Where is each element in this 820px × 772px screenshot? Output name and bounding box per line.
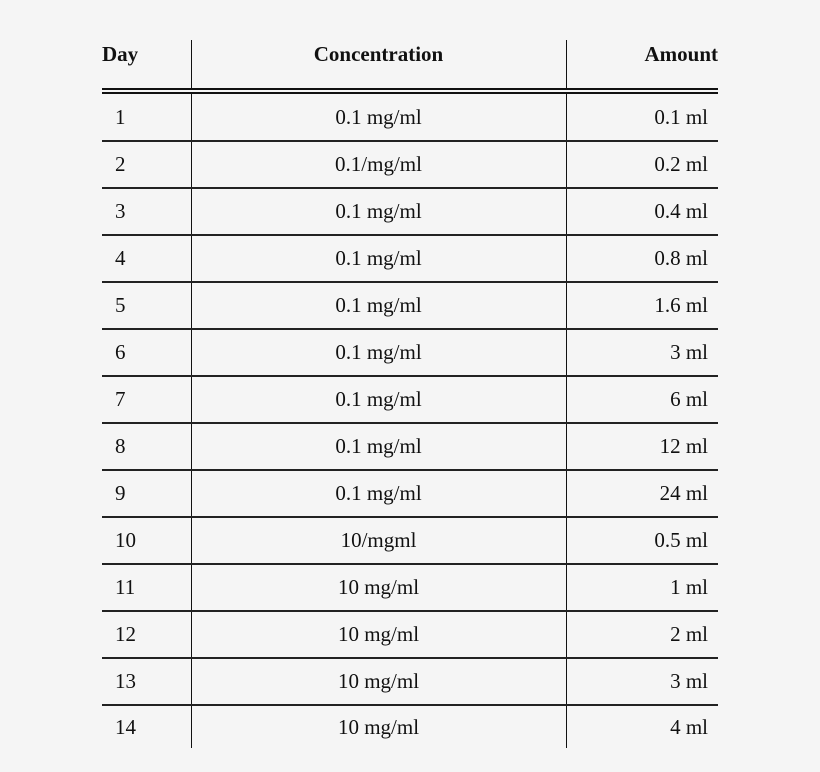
cell-concentration: 0.1 mg/ml <box>191 470 566 517</box>
header-concentration: Concentration <box>191 40 566 91</box>
cell-amount: 0.4 ml <box>566 188 718 235</box>
cell-amount: 3 ml <box>566 658 718 705</box>
cell-concentration: 0.1 mg/ml <box>191 376 566 423</box>
cell-concentration: 0.1 mg/ml <box>191 91 566 141</box>
cell-concentration: 0.1 mg/ml <box>191 188 566 235</box>
cell-day: 7 <box>102 376 191 423</box>
cell-concentration: 10 mg/ml <box>191 658 566 705</box>
table-row <box>102 141 718 188</box>
cell-concentration: 0.1 mg/ml <box>191 282 566 329</box>
dosing-schedule-table <box>102 40 718 748</box>
table-row <box>102 376 718 423</box>
cell-day: 13 <box>102 658 191 705</box>
cell-day: 4 <box>102 235 191 282</box>
cell-concentration: 10 mg/ml <box>191 611 566 658</box>
cell-day: 6 <box>102 329 191 376</box>
table-row <box>102 282 718 329</box>
dosing-schedule-table-container <box>102 40 718 748</box>
table-row <box>102 705 718 748</box>
cell-concentration: 0.1/mg/ml <box>191 141 566 188</box>
table-row <box>102 235 718 282</box>
cell-day: 11 <box>102 564 191 611</box>
cell-amount: 6 ml <box>566 376 718 423</box>
table-row <box>102 423 718 470</box>
cell-amount: 0.1 ml <box>566 91 718 141</box>
header-row <box>102 40 718 91</box>
cell-amount: 24 ml <box>566 470 718 517</box>
cell-amount: 4 ml <box>670 714 708 739</box>
cell-day: 12 <box>102 611 191 658</box>
cell-amount: 0.8 ml <box>566 235 718 282</box>
cell-day: 10 <box>102 517 191 564</box>
cell-amount: 0.5 ml <box>566 517 718 564</box>
table-row <box>102 188 718 235</box>
cell-concentration: 10 mg/ml <box>191 705 566 748</box>
cell-concentration: 0.1 mg/ml <box>191 235 566 282</box>
cell-concentration: 0.1 mg/ml <box>191 329 566 376</box>
cell-day: 14 <box>102 705 191 748</box>
table-row <box>102 517 718 564</box>
table-row <box>102 564 718 611</box>
table-header <box>102 40 718 91</box>
header-amount: Amount <box>566 40 718 91</box>
cell-day: 3 <box>102 188 191 235</box>
cell-day: 2 <box>102 141 191 188</box>
cell-day: 8 <box>102 423 191 470</box>
table-row <box>102 329 718 376</box>
cell-amount: 12 ml <box>566 423 718 470</box>
table-row <box>102 658 718 705</box>
cell-amount: 1 ml <box>566 564 718 611</box>
header-day: Day <box>102 40 191 91</box>
cell-day: 9 <box>102 470 191 517</box>
cell-concentration: 0.1 mg/ml <box>191 423 566 470</box>
table-body <box>102 91 718 748</box>
cell-concentration: 10/mgml <box>191 517 566 564</box>
cell-day: 1 <box>102 91 191 141</box>
cell-amount: 1.6 ml <box>566 282 718 329</box>
table-row <box>102 470 718 517</box>
cell-day: 5 <box>102 282 191 329</box>
cell-amount: 2 ml <box>566 611 718 658</box>
table-row <box>102 611 718 658</box>
cell-amount: 3 ml <box>566 329 718 376</box>
cell-amount: 0.2 ml <box>566 141 718 188</box>
table-row <box>102 91 718 141</box>
cell-concentration: 10 mg/ml <box>191 564 566 611</box>
